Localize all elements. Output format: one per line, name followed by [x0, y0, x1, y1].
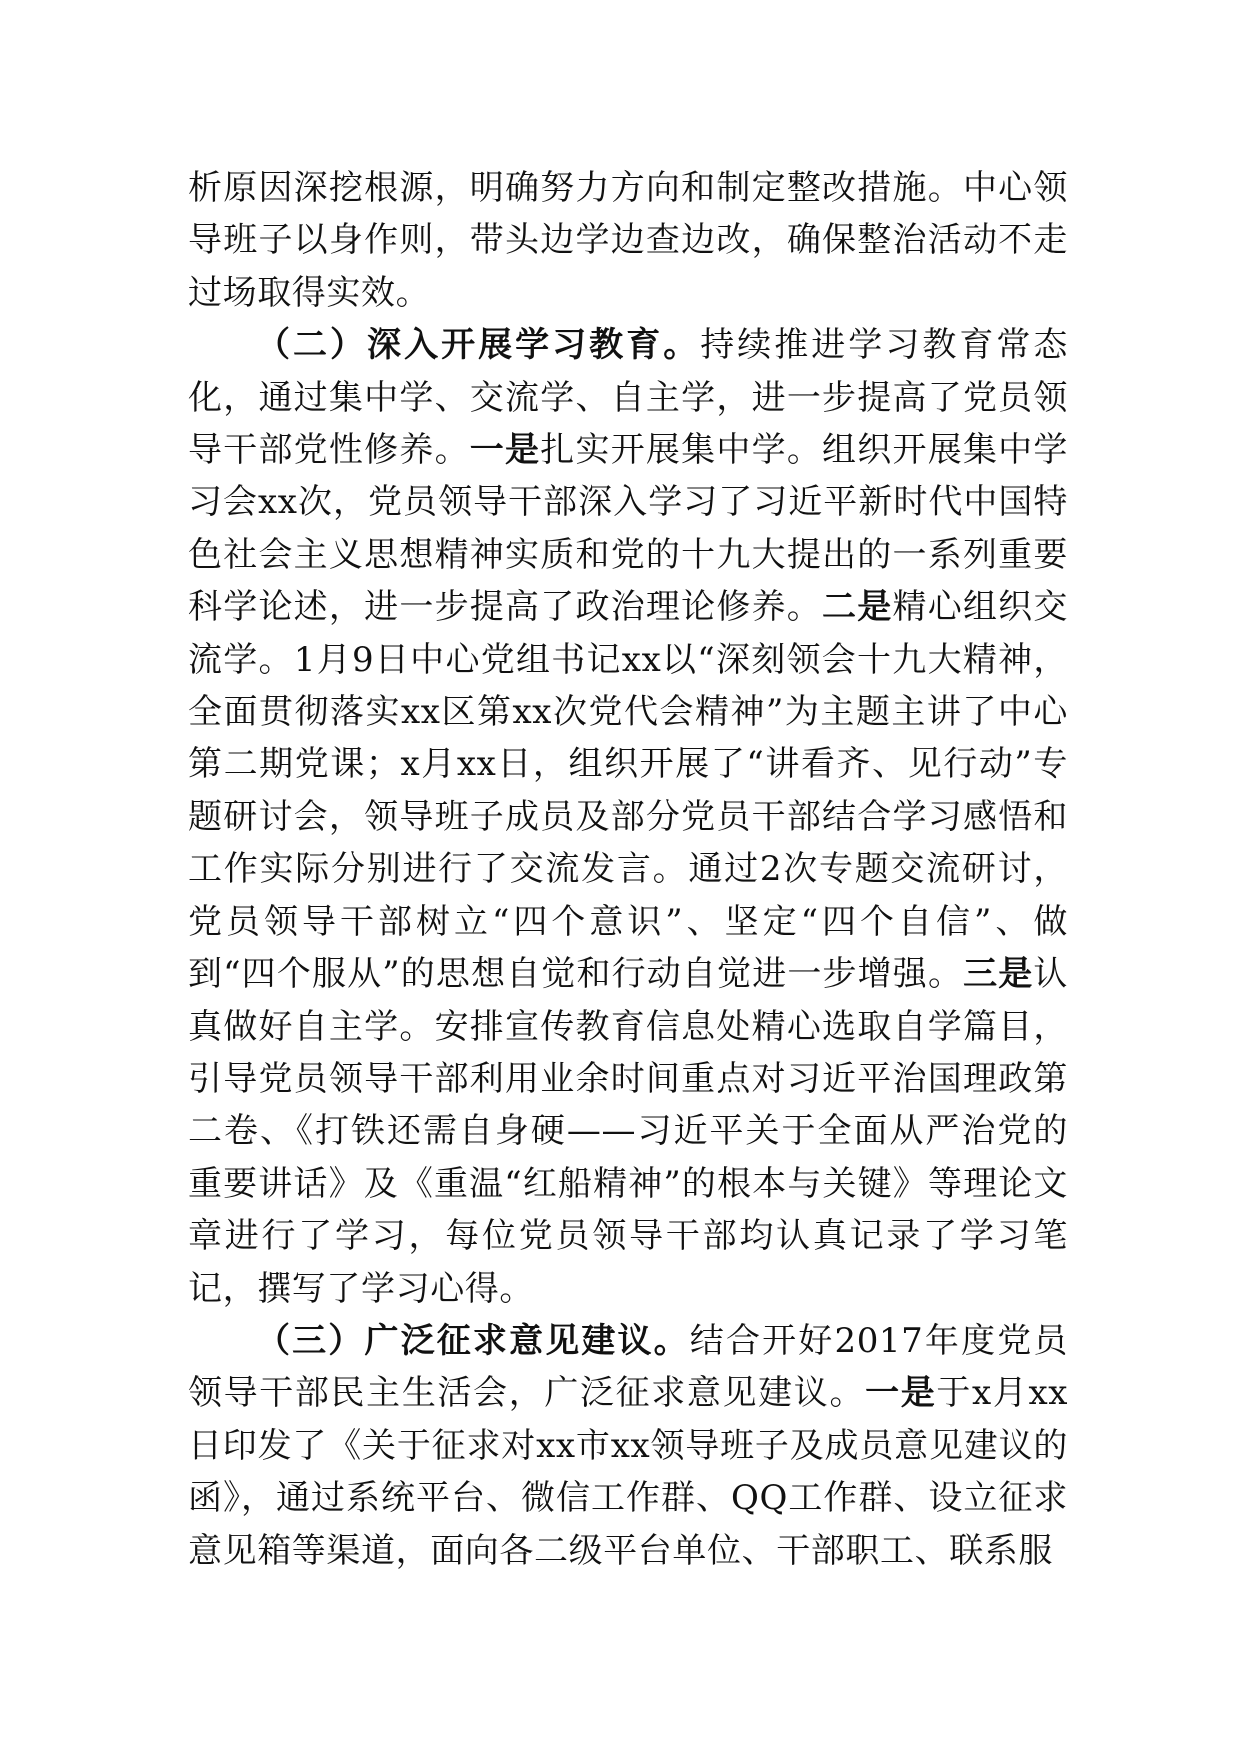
ordinal-second: 二是 — [822, 587, 893, 628]
paragraph-3-text-1: 结合开好2017年度党员领导干部民主生活会，广泛征求意见建议。 — [188, 1320, 1068, 1414]
paragraph-2-text-2: 扎实开展集中学。组织开展集中学习会xx次，党员领导干部深入学习了习近平新时代中国特色社会主义思想精神实质和党的十九大提出的一系列重要科学论述，进一步提高了政治理论修养。 — [188, 430, 1068, 628]
paragraph-2-text-3: 精心组织交流学。1月9日中心党组书记xx以“深刻领会十九大精神，全面贯彻落实xx区第xx次党代会精神”为主题主讲了中心第二期党课；x月xx日，组织开展了“讲看齐、见行动”专题研讨会，领导班子成员及部分党员干部结合学习感悟和工作实际分别进行了交流发言。通过2次专题交流研讨，党员领导干部树立“四个意识”、坚定“四个自信”、做到“四个服从”的思想自觉和行动自觉进一步增强。 — [188, 587, 1068, 995]
paragraph-3 — [188, 1315, 1068, 1577]
document-page — [188, 162, 1068, 1577]
section-heading-2: （二）深入开展学习教育。 — [256, 325, 701, 366]
ordinal-third: 三是 — [963, 954, 1034, 995]
paragraph-1-text: 析原因深挖根源，明确努力方向和制定整改措施。中心领导班子以身作则，带头边学边查边改，确保整治活动不走过场取得实效。 — [188, 168, 1068, 313]
paragraph-2-text-1: 持续推进学习教育常态化，通过集中学、交流学、自主学，进一步提高了党员领导干部党性修养。 — [188, 325, 1069, 471]
section-heading-3: （三）广泛征求意见建议。 — [256, 1320, 690, 1361]
paragraph-1 — [188, 162, 1068, 319]
paragraph-2-text-4: 认真做好自主学。安排宣传教育信息处精心选取自学篇目，引导党员领导干部利用业余时间重点对习近平治国理政第二卷、《打铁还需自身硬——习近平关于全面从严治党的重要讲话》及《重温“红船精神”的根本与关键》等理论文章进行了学习，每位党员领导干部均认真记录了学习笔记，撰写了学习心得。 — [188, 954, 1069, 1309]
paragraph-3-text-2: 于x月xx日印发了《关于征求对xx市xx领导班子及成员意见建议的函》，通过系统平台、微信工作群、QQ工作群、设立征求意见箱等渠道，面向各二级平台单位、干部职工、联系服 — [188, 1373, 1069, 1571]
ordinal-first: 一是 — [469, 430, 541, 471]
paragraph-2 — [188, 319, 1068, 1315]
ordinal-first-p3: 一是 — [865, 1373, 937, 1414]
